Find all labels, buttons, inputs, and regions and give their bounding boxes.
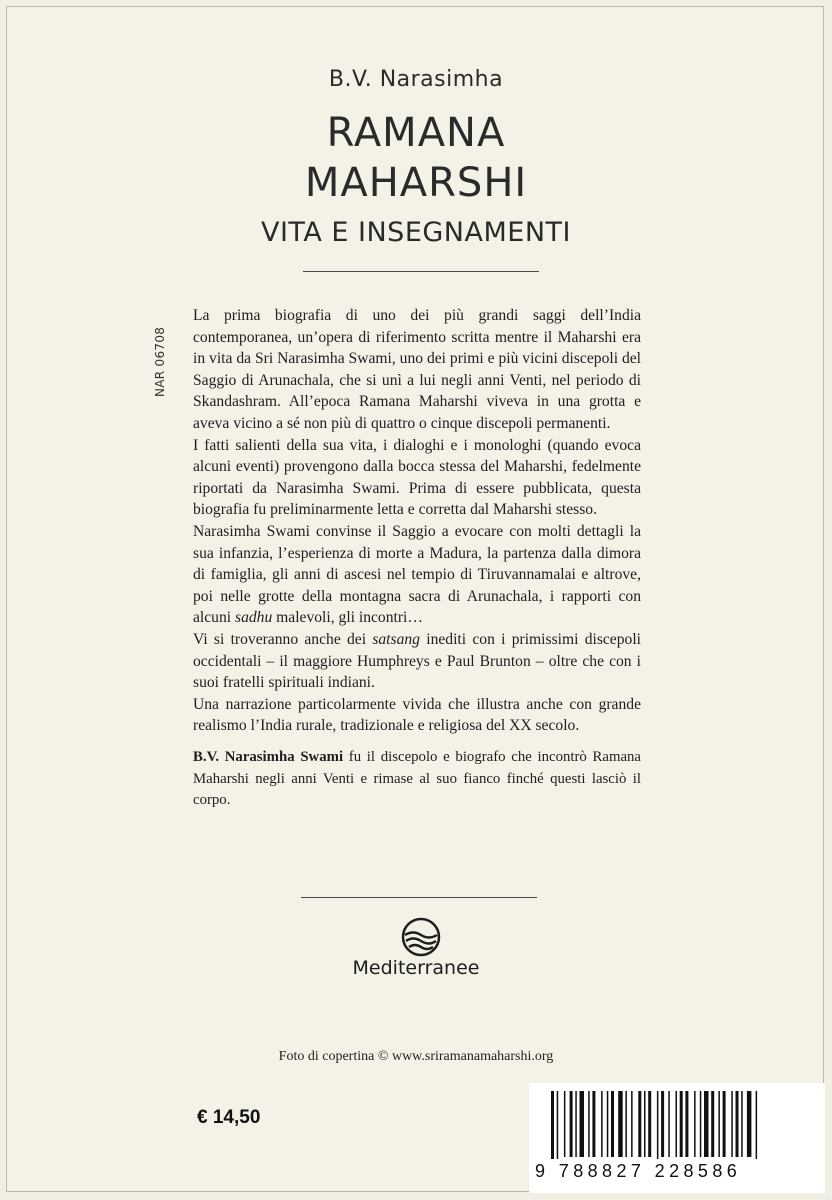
barcode-bar — [648, 1091, 651, 1157]
description — [193, 305, 641, 737]
barcode-bar — [618, 1091, 623, 1157]
barcode-bar — [551, 1091, 554, 1159]
barcode-bar — [723, 1091, 726, 1157]
barcode-bar — [607, 1091, 609, 1157]
paragraph-4: Vi si troveranno anche dei satsang inediti con i primissimi discepoli occidentali – il maggiore Humphreys e Paul Brunton – oltre che con i suoi fratelli spirituali indiani. — [193, 630, 641, 692]
barcode-bar — [625, 1091, 627, 1157]
barcode-bar — [718, 1091, 720, 1157]
barcode-bars — [537, 1091, 817, 1159]
barcode — [529, 1083, 825, 1193]
author-bio — [193, 747, 641, 812]
barcode-bar — [611, 1091, 614, 1157]
barcode-bar — [756, 1091, 758, 1159]
barcode-bar — [700, 1091, 702, 1157]
title-line-1: RAMANA — [326, 110, 506, 156]
barcode-bar — [580, 1091, 585, 1157]
back-cover — [6, 6, 824, 1192]
publisher-name: Mediterranee — [352, 957, 480, 979]
barcode-bar — [570, 1091, 573, 1157]
barcode-bar — [661, 1091, 664, 1157]
barcode-bar — [694, 1091, 696, 1157]
author-name: B.V. Narasimha — [328, 67, 504, 92]
paragraph-1: La prima biografia di uno dei più grandi saggi dell’India contemporanea, un’opera di riferimento scritta mentre il Maharshi era in vita da Sri Narasimha Swami, uno dei primi e più vicini discepoli del Saggio di Arunachala, che si unì a lui negli anni Venti, nel periodo di Skandashram. All’epoca Ramana Maharshi viveva in una grotta e aveva vicino a sé non più di quattro o cinque discepoli permanenti. — [193, 307, 641, 432]
barcode-bar — [685, 1091, 688, 1157]
wave-circle-icon — [401, 917, 441, 957]
barcode-bar — [601, 1091, 603, 1157]
price: € 14,50 — [197, 1107, 261, 1128]
barcode-bar — [736, 1091, 739, 1157]
title-line-2: MAHARSHI — [304, 160, 528, 206]
barcode-bar — [676, 1091, 678, 1157]
divider-top — [303, 271, 539, 272]
barcode-bar — [644, 1091, 646, 1157]
photo-credit: Foto di copertina © www.sriramanamaharshi.org — [278, 1049, 554, 1064]
barcode-bar — [731, 1091, 733, 1157]
barcode-bar — [557, 1091, 559, 1159]
divider-bottom — [301, 897, 537, 898]
product-code: NAR 06708 — [153, 326, 167, 397]
barcode-bar — [588, 1091, 590, 1157]
barcode-bar — [741, 1091, 743, 1157]
barcode-bar — [592, 1091, 595, 1157]
barcode-bar — [704, 1091, 709, 1157]
barcode-bar — [657, 1091, 659, 1159]
subtitle: VITA E INSEGNAMENTI — [261, 217, 571, 248]
barcode-bar — [638, 1091, 641, 1157]
barcode-bar — [575, 1091, 577, 1157]
barcode-bar — [631, 1091, 633, 1157]
paragraph-3: Narasimha Swami convinse il Saggio a evocare con molti dettagli la sua infanzia, l’esperienza di morte a Madura, la partenza dalla dimora di famiglia, gli anni di ascesi nel tempio di Tiruvannamalai e altrove, poi nelle grotte della montagna sacra di Arunachala, i rapporti con alcuni sadhu malevoli, gli incontri… — [193, 522, 641, 627]
barcode-bar — [564, 1091, 566, 1157]
barcode-bar — [668, 1091, 670, 1157]
barcode-bar — [680, 1091, 683, 1157]
paragraph-5: Una narrazione particolarmente vivida che illustra anche con grande realismo l’India rurale, tradizionale e religiosa del XX secolo. — [193, 695, 641, 735]
paragraph-2: I fatti salienti della sua vita, i dialoghi e i monologhi (quando evoca alcuni eventi) provengono dalla bocca stessa del Maharshi, fedelmente riportati da Narasimha Swami. Prima di essere pubblicata, questa biografia fu preliminarmente letta e corretta dal Maharshi stesso. — [193, 436, 641, 519]
bio-text: fu il discepolo e biografo che incontrò Ramana Maharshi negli anni Venti e rimase al suo fianco finché questi lasciò il corpo. — [193, 749, 641, 809]
barcode-bar — [747, 1091, 752, 1157]
barcode-bar — [711, 1091, 714, 1157]
isbn-digits: 9 788827 228586 — [535, 1161, 742, 1181]
bio-name: B.V. Narasimha Swami — [193, 749, 344, 765]
